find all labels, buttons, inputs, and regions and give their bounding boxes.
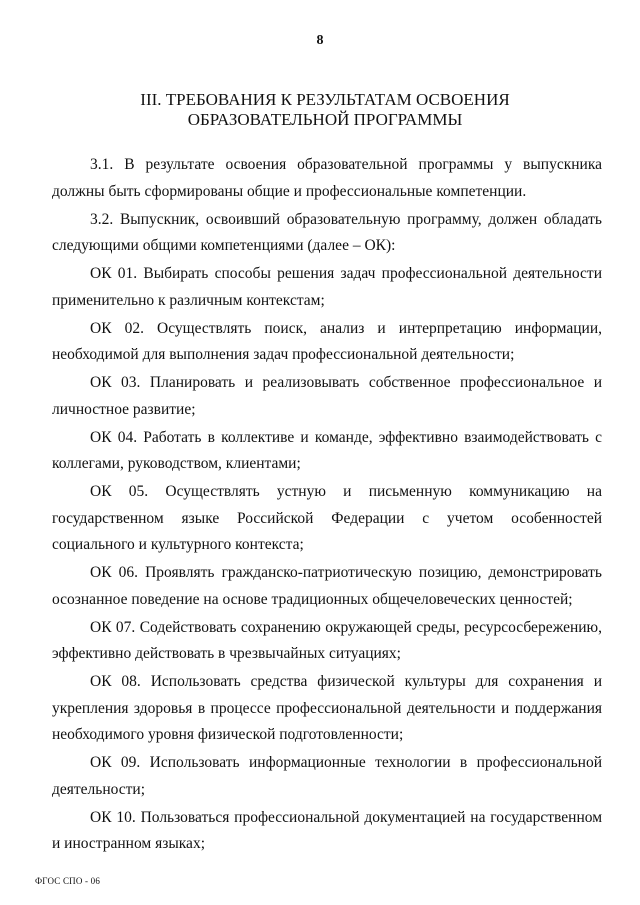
paragraph-3-2: 3.2. Выпускник, освоивший образовательную программу, должен обладать следующими общими компетенциями (далее – ОК): (52, 210, 602, 254)
competence-ok-08: ОК 08. Использовать средства физической культуры для сохранения и укрепления здоровья в процессе профессиональной деятельности и поддержания необходимого уровня физической подготовленности; (52, 673, 602, 743)
competence-ok-06: ОК 06. Проявлять гражданско-патриотическую позицию, демонстрировать осознанное поведение на основе традиционных общечеловеческих ценностей; (52, 564, 602, 608)
section-heading-line-1: III. ТРЕБОВАНИЯ К РЕЗУЛЬТАТАМ ОСВОЕНИЯ (140, 90, 510, 109)
competence-ok-09: ОК 09. Использовать информационные технологии в профессиональной деятельности; (52, 754, 602, 798)
paragraph-3-1: 3.1. В результате освоения образовательной программы у выпускника должны быть сформированы общие и профессиональные компетенции. (52, 156, 602, 200)
competence-ok-05: ОК 05. Осуществлять устную и письменную коммуникацию на государственном языке Российской Федерации с учетом особенностей социального и культурного контекста; (52, 483, 602, 553)
competence-ok-02: ОК 02. Осуществлять поиск, анализ и интерпретацию информации, необходимой для выполнения задач профессиональной деятельности; (52, 319, 602, 363)
page-number: 8 (316, 33, 324, 48)
competence-ok-10: ОК 10. Пользоваться профессиональной документацией на государственном и иностранном языках; (52, 808, 602, 852)
section-heading (60, 90, 590, 130)
competence-ok-03: ОК 03. Планировать и реализовывать собственное профессиональное и личностное развитие; (52, 374, 602, 418)
competence-ok-07: ОК 07. Содействовать сохранению окружающей среды, ресурсосбережению, эффективно действовать в чрезвычайных ситуациях; (52, 618, 602, 662)
competence-ok-01: ОК 01. Выбирать способы решения задач профессиональной деятельности применительно к различным контекстам; (52, 265, 602, 309)
section-heading-line-2: ОБРАЗОВАТЕЛЬНОЙ ПРОГРАММЫ (187, 110, 463, 129)
competence-ok-04: ОК 04. Работать в коллективе и команде, эффективно взаимодействовать с коллегами, руководством, клиентами; (52, 428, 602, 472)
footer-standard-code: ФГОС СПО - 06 (35, 876, 101, 886)
document-body (52, 152, 602, 859)
